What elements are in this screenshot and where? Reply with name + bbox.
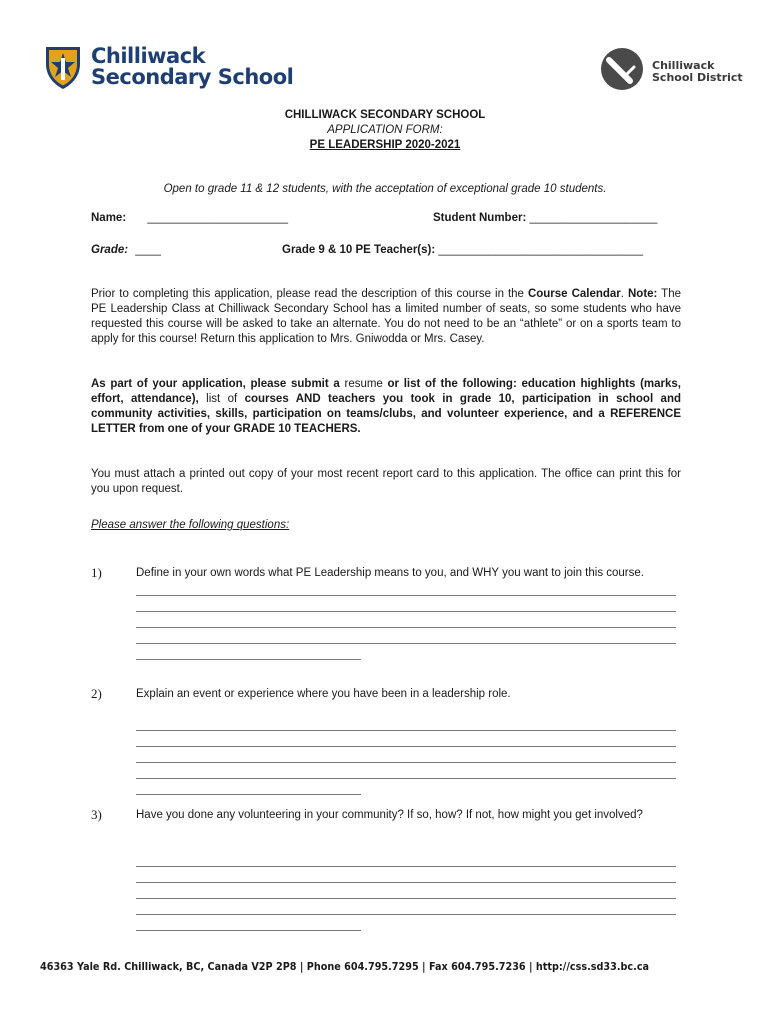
name-blank[interactable]: ______________________ bbox=[147, 212, 289, 224]
school-logo-text bbox=[91, 46, 293, 88]
question-1-answer-lines[interactable] bbox=[136, 580, 676, 660]
question-3-text: Have you done any volunteering in your community? If so, how? If not, how might you get involved? bbox=[136, 809, 643, 821]
intro-text-b: . bbox=[620, 288, 624, 300]
requirements-text-b: or list of the following: education highlights (marks, effort, attendance), bbox=[91, 378, 681, 405]
district-logo bbox=[600, 47, 743, 93]
school-logo-line1: Chilliwack bbox=[91, 44, 206, 68]
intro-text-c: The PE Leadership Class at Chilliwack Secondary School has a limited number of seats, so some students who have requested this course will be asked to take an alternate. You do not need to be an “athlete” or on a sports team to apply for this course! Return this application to Mrs. Gniwodda or Mrs. Casey. bbox=[91, 288, 681, 345]
course-calendar-text: Course Calendar bbox=[527, 288, 621, 300]
name-label: Name: bbox=[91, 212, 127, 224]
requirements-text-c: courses AND teachers you took in grade 10, participation in school and community activities, skills, participation on teams/clubs, and volunteer experience, and a REFERENCE LETTER from one of your GRADE 10 TEACHERS. bbox=[91, 393, 681, 435]
question-1-number: 1) bbox=[91, 565, 102, 580]
pe-teacher-field[interactable] bbox=[282, 244, 643, 256]
answer-line[interactable] bbox=[136, 779, 361, 795]
report-card-note: You must attach a printed out copy of your most recent report card to this application. The office can print this for you upon request. bbox=[91, 468, 681, 495]
answer-line[interactable] bbox=[136, 731, 676, 747]
answer-line[interactable] bbox=[136, 596, 676, 612]
pe-teacher-blank[interactable]: ________________________________ bbox=[438, 244, 644, 256]
answer-line[interactable] bbox=[136, 612, 676, 628]
title-course: PE LEADERSHIP 2020-2021 bbox=[309, 139, 461, 151]
school-logo bbox=[44, 44, 294, 94]
student-number-blank[interactable]: ____________________ bbox=[529, 212, 658, 224]
answer-line[interactable] bbox=[136, 763, 676, 779]
list-of-text: list of bbox=[206, 393, 238, 405]
title-application-form: APPLICATION FORM: bbox=[327, 124, 443, 136]
question-3-answer-lines[interactable] bbox=[136, 851, 676, 931]
district-logo-line2: School District bbox=[652, 71, 743, 84]
question-2-answer-lines[interactable] bbox=[136, 715, 676, 795]
student-number-field[interactable] bbox=[433, 212, 657, 224]
question-2-number: 2) bbox=[91, 686, 102, 701]
answer-line[interactable] bbox=[136, 851, 676, 867]
answer-line[interactable] bbox=[136, 628, 676, 644]
grade-blank[interactable]: ____ bbox=[135, 244, 161, 256]
district-logo-line1: Chilliwack bbox=[652, 59, 715, 72]
answer-line[interactable] bbox=[136, 715, 676, 731]
title-school: CHILLIWACK SECONDARY SCHOOL bbox=[284, 109, 486, 121]
grade-field[interactable] bbox=[91, 244, 161, 256]
question-2-text: Explain an event or experience where you have been in a leadership role. bbox=[136, 688, 511, 700]
answer-line[interactable] bbox=[136, 747, 676, 763]
district-emblem-icon bbox=[600, 47, 644, 91]
answer-line[interactable] bbox=[136, 867, 676, 883]
resume-text: resume bbox=[344, 378, 383, 390]
question-1-text: Define in your own words what PE Leadership means to you, and WHY you want to join this course. bbox=[136, 567, 644, 579]
school-shield-icon bbox=[44, 44, 82, 90]
answer-line[interactable] bbox=[136, 580, 676, 596]
intro-text-a: Prior to completing this application, please read the description of this course in the bbox=[91, 288, 528, 300]
requirements-text-a: As part of your application, please submit a bbox=[91, 378, 345, 390]
answer-line[interactable] bbox=[136, 915, 361, 931]
student-number-label: Student Number: bbox=[433, 212, 527, 224]
note-label: Note: bbox=[628, 288, 658, 300]
question-3-number: 3) bbox=[91, 807, 102, 822]
answer-line[interactable] bbox=[136, 899, 676, 915]
name-field[interactable] bbox=[91, 212, 288, 224]
submission-requirements bbox=[91, 377, 681, 437]
answer-line[interactable] bbox=[136, 644, 361, 660]
intro-paragraph bbox=[91, 287, 681, 347]
school-logo-line2: Secondary School bbox=[91, 65, 294, 89]
grade-label: Grade: bbox=[91, 244, 129, 256]
pe-teacher-label: Grade 9 & 10 PE Teacher(s): bbox=[282, 244, 436, 256]
answer-line[interactable] bbox=[136, 883, 676, 899]
footer-contact: 46363 Yale Rd. Chilliwack, BC, Canada V2P 2P8 | Phone 604.795.7295 | Fax 604.795.7236 | http://css.sd33.bc.ca bbox=[40, 961, 650, 973]
questions-heading: Please answer the following questions: bbox=[91, 519, 290, 531]
district-logo-text bbox=[652, 60, 743, 84]
eligibility-note: Open to grade 11 & 12 students, with the acceptation of exceptional grade 10 students. bbox=[163, 183, 607, 195]
form-title bbox=[0, 108, 770, 153]
